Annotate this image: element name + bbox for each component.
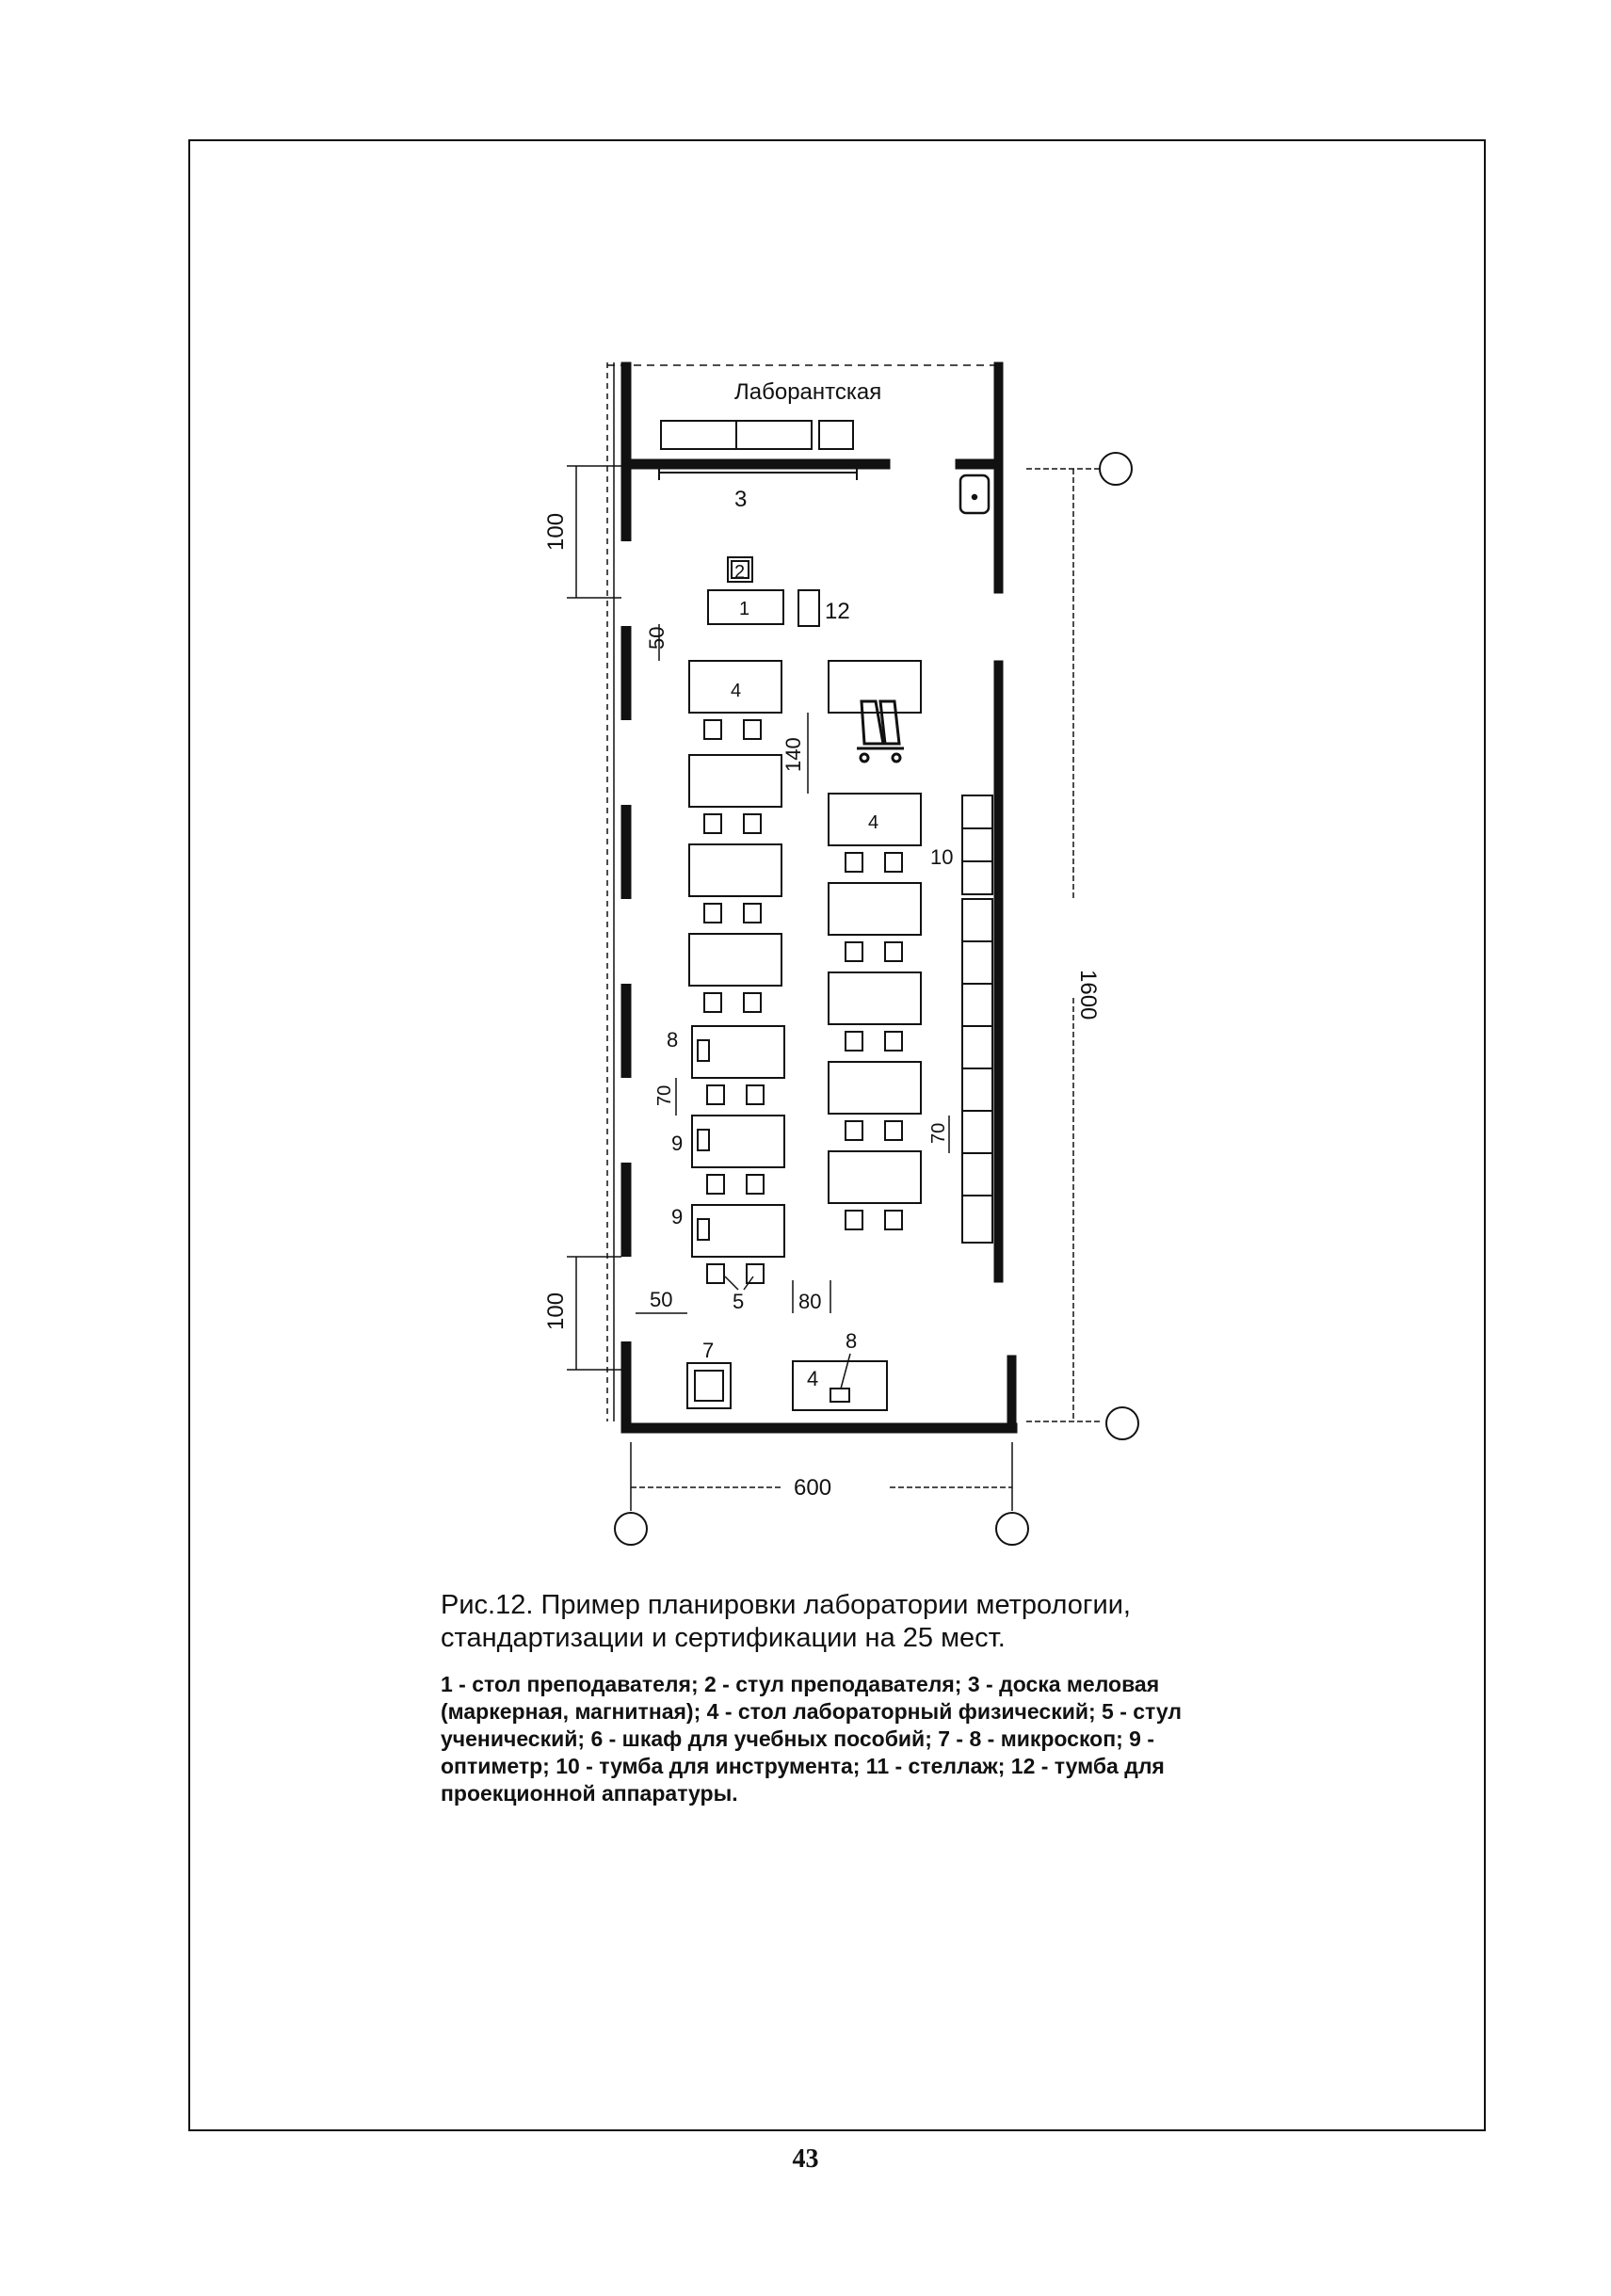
dimension-row-gap: 140 [781,737,805,772]
chalkboard [659,469,857,480]
dimension-teacher-gap: 50 [645,626,669,650]
lab-table-bottom-number: 4 [807,1367,819,1390]
partition-wall-right [956,459,998,469]
lab-table [692,1205,784,1257]
laborantskaya-furniture [661,421,853,449]
window-line [607,362,994,1421]
lab-table [692,1026,784,1078]
optimeter [698,1219,709,1240]
dimension-window-bottom: 100 [543,1292,569,1330]
teacher-desk-number: 1 [739,599,750,619]
right-student-chairs [846,853,902,1229]
optimeter [698,1130,709,1150]
projector-stand [798,590,819,626]
lab-table [829,972,921,1024]
instruments [698,1040,709,1240]
microscope-number: 8 [667,1028,679,1052]
microscope-bottom [830,1389,849,1402]
right-wall-top [994,362,1003,593]
walls [621,362,1017,1433]
optimeter-number: 9 [671,1132,684,1155]
lab-table [829,661,921,713]
figure-caption: Рис.12. Пример планировки лаборатории метрологии, стандартизации и сертификации на 25 мест. [441,1590,1131,1653]
sink-icon [960,475,989,513]
cabinet [687,1363,731,1408]
microscope [698,1040,709,1061]
right-wall-middle [994,661,1003,1282]
projector-stand-number: 12 [825,599,850,624]
optimeter-number-2: 9 [671,1205,684,1228]
teacher-chair-number: 2 [734,562,746,583]
lab-table-number: 4 [731,681,742,701]
axis-markers [615,453,1138,1545]
student-chair-number: 5 [733,1290,745,1313]
tool-stand-number: 10 [930,845,954,869]
lab-table [689,934,781,986]
dimension-aisle-right: 70 [928,1122,949,1144]
cabinet-number: 7 [702,1339,715,1362]
room-label: Лаборантская [734,379,882,405]
left-student-chairs [704,720,764,1283]
lab-table [829,883,921,935]
dimension-side-left: 50 [650,1288,673,1311]
dimension-aisle-left: 70 [654,1084,675,1106]
page-number: 43 [792,2144,819,2174]
dimension-window-top: 100 [543,512,569,551]
lab-table [689,755,781,807]
lab-table [829,1062,921,1114]
dimension-width: 600 [794,1475,832,1501]
right-wall-bottom [1007,1356,1016,1431]
partition-wall [621,459,890,469]
lab-table [829,1151,921,1203]
lab-table-number-right: 4 [868,812,879,833]
figure-legend: 1 - стол преподавателя; 2 - стул преподавателя; 3 - доска меловая (маркерная, магнитная); 4 - стол лабораторный физический; 5 - стул ученический; 6 - шкаф для учебных пособий; 7 - 8 - микроскоп; 9 - оптиметр; 10 - тумба для инструмента; 11 - стеллаж; 12 - тумба для проекционной аппаратуры. [441,1672,1182,1806]
microscope-bottom-number: 8 [846,1329,858,1353]
wheelchair-icon [857,701,904,762]
tool-stands [962,795,992,1243]
right-table-column [829,661,921,1203]
board-number: 3 [734,487,748,512]
bottom-wall [621,1423,1017,1433]
lab-table [692,1116,784,1167]
lab-table [689,844,781,896]
dimension-length: 1600 [1075,970,1101,1020]
left-table-column [689,661,784,1257]
dimension-side-right: 80 [798,1290,822,1313]
